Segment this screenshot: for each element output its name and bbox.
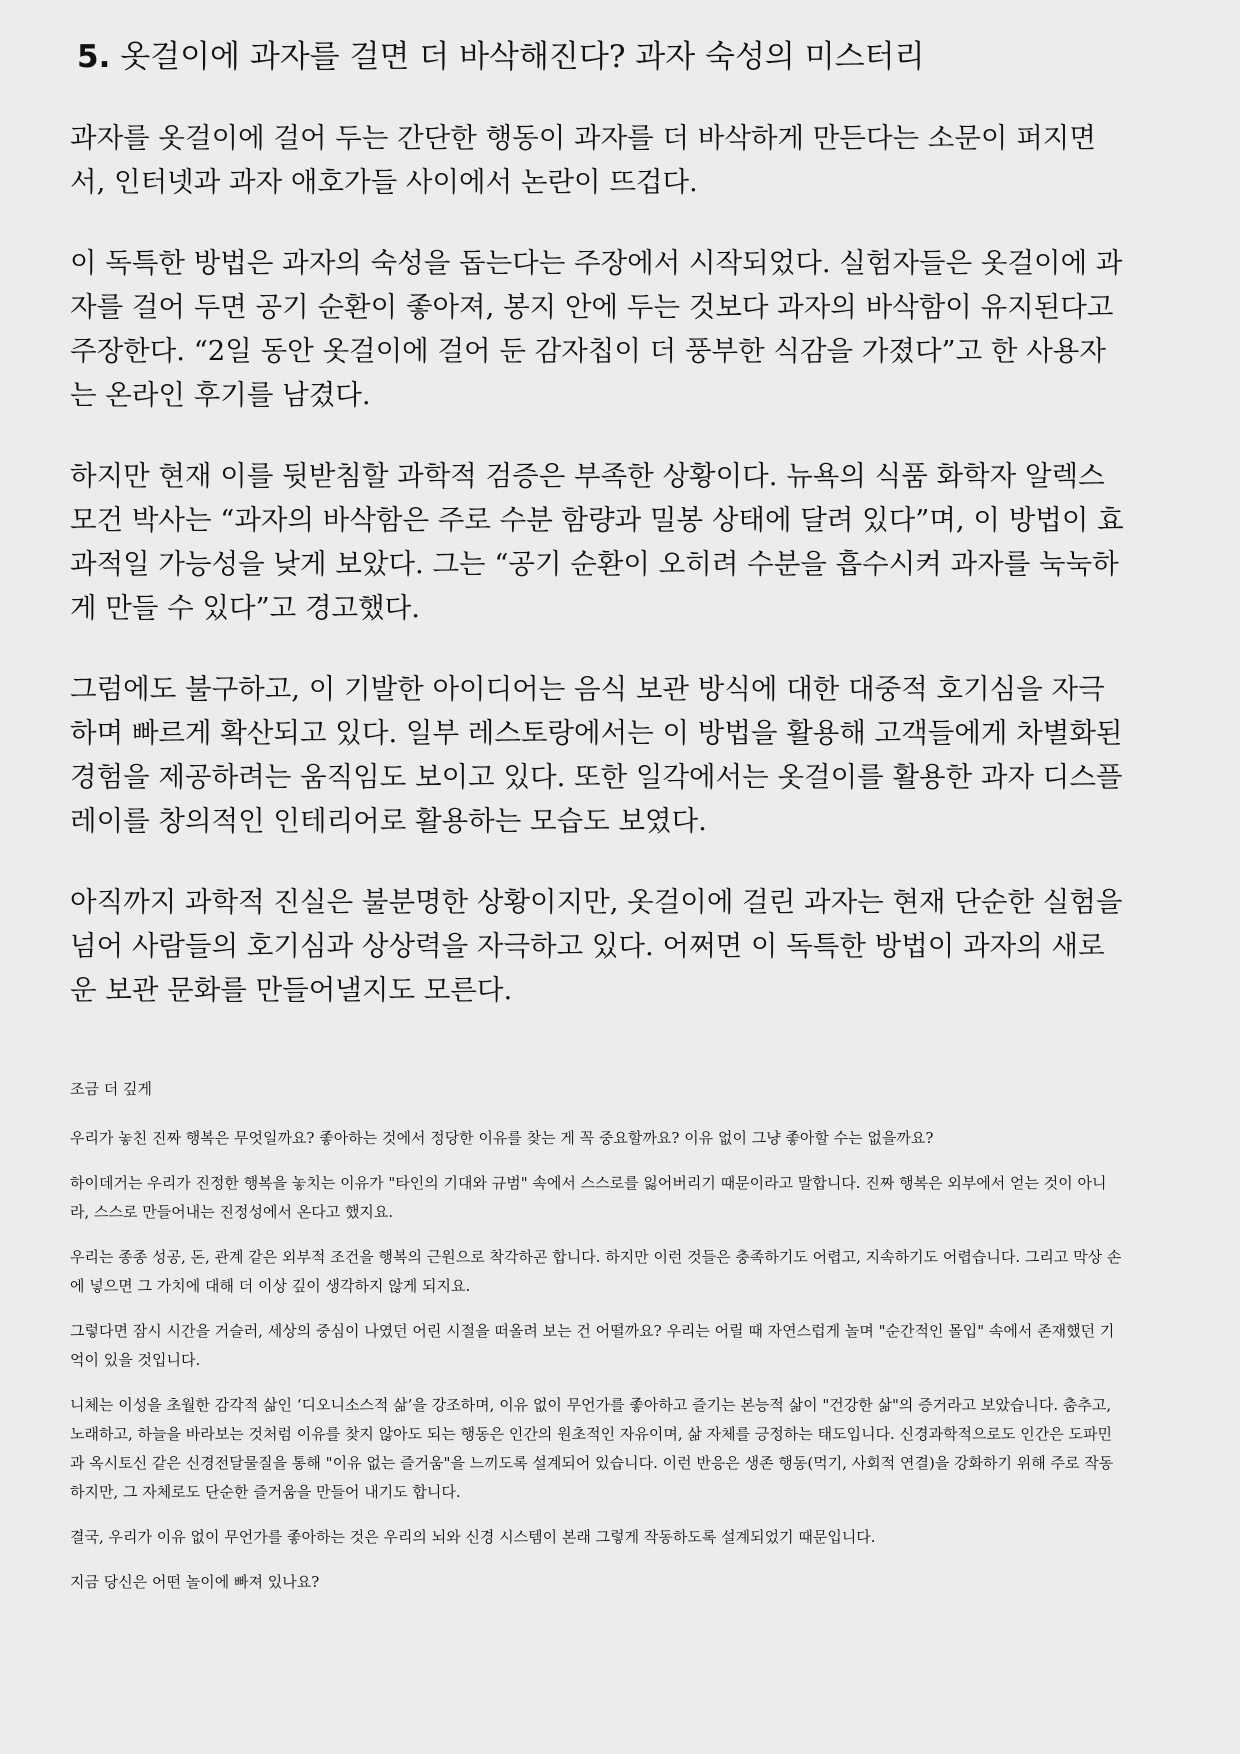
deeper-section <box>70 1124 1124 1597</box>
article-title-text: 옷걸이에 과자를 걸면 더 바삭해진다? 과자 숙성의 미스터리 <box>120 39 925 75</box>
deeper-paragraph: 니체는 이성을 초월한 감각적 삶인 ‘디오니소스적 삶’을 강조하며, 이유 없이 무언가를 좋아하고 즐기는 본능적 삶이 "건강한 삶"의 증거라고 보았습니다. 춤추고, 노래하고, 하늘을 바라보는 것처럼 이유를 찾지 않아도 되는 행동은 인간의 원초적인 자유이며, 삶 자체를 긍정하는 태도입니다. 신경과학적으로도 인간은 도파민과 옥시토신 같은 신경전달물질을 통해 "이유 없는 즐거움"을 느끼도록 설계되어 있습니다. 이런 반응은 생존 행동(먹기, 사회적 연결)을 강화하기 위해 주로 작동하지만, 그 자체로도 단순한 즐거움을 만들어 내기도 합니다. <box>70 1396 1114 1501</box>
deeper-paragraph: 그렇다면 잠시 시간을 거슬러, 세상의 중심이 나였던 어린 시절을 떠올려 보는 건 어떨까요? 우리는 어릴 때 자연스럽게 놀며 "순간적인 몰입" 속에서 존재했던 기억이 있을 것입니다. <box>70 1322 1115 1369</box>
deeper-paragraph: 지금 당신은 어떤 놀이에 빠져 있나요? <box>70 1573 320 1591</box>
deeper-paragraph: 하이데거는 우리가 진정한 행복을 놓치는 이유가 "타인의 기대와 규범" 속에서 스스로를 잃어버리기 때문이라고 말합니다. 진짜 행복은 외부에서 얻는 것이 아니라, 스스로 만들어내는 진정성에서 온다고 했지요. <box>70 1174 1107 1221</box>
deeper-paragraph: 우리가 놓친 진짜 행복은 무엇일까요? 좋아하는 것에서 정당한 이유를 찾는 게 꼭 중요할까요? 이유 없이 그냥 좋아할 수는 없을까요? <box>70 1129 934 1147</box>
article-paragraph: 그럼에도 불구하고, 이 기발한 아이디어는 음식 보관 방식에 대한 대중적 호기심을 자극하며 빠르게 확산되고 있다. 일부 레스토랑에서는 이 방법을 활용해 고객들에게 차별화된 경험을 제공하려는 움직임도 보이고 있다. 또한 일각에서는 옷걸이를 활용한 과자 디스플레이를 창의적인 인테리어로 활용하는 모습도 보였다. <box>70 673 1123 837</box>
article-paragraph: 이 독특한 방법은 과자의 숙성을 돕는다는 주장에서 시작되었다. 실험자들은 옷걸이에 과자를 걸어 두면 공기 순환이 좋아져, 봉지 안에 두는 것보다 과자의 바삭함이 유지된다고 주장한다. “2일 동안 옷걸이에 걸어 둔 감자칩이 더 풍부한 식감을 가졌다”고 한 사용자는 온라인 후기를 남겼다. <box>70 247 1123 411</box>
section-label-deeper: 조금 더 깊게 <box>70 1080 152 1098</box>
article-paragraph: 아직까지 과학적 진실은 불분명한 상황이지만, 옷걸이에 걸린 과자는 현재 단순한 실험을 넘어 사람들의 호기심과 상상력을 자극하고 있다. 어쩌면 이 독특한 방법이 과자의 새로운 보관 문화를 만들어낼지도 모른다. <box>70 886 1123 1006</box>
article-body <box>70 116 1124 1012</box>
article-number: 5. <box>77 39 111 75</box>
deeper-paragraph: 우리는 종종 성공, 돈, 관계 같은 외부적 조건을 행복의 근원으로 착각하곤 합니다. 하지만 이런 것들은 충족하기도 어렵고, 지속하기도 어렵습니다. 그리고 막상 손에 넣으면 그 가치에 대해 더 이상 깊이 생각하지 않게 되지요. <box>70 1248 1122 1295</box>
article-paragraph: 하지만 현재 이를 뒷받침할 과학적 검증은 부족한 상황이다. 뉴욕의 식품 화학자 알렉스 모건 박사는 “과자의 바삭함은 주로 수분 함량과 밀봉 상태에 달려 있다”며, 이 방법이 효과적일 가능성을 낮게 보았다. 그는 “공기 순환이 오히려 수분을 흡수시켜 과자를 눅눅하게 만들 수 있다”고 경고했다. <box>70 460 1124 624</box>
article-title <box>77 34 1124 80</box>
deeper-paragraph: 결국, 우리가 이유 없이 무언가를 좋아하는 것은 우리의 뇌와 신경 시스템이 본래 그렇게 작동하도록 설계되었기 때문입니다. <box>70 1528 876 1546</box>
article-paragraph: 과자를 옷걸이에 걸어 두는 간단한 행동이 과자를 더 바삭하게 만든다는 소문이 퍼지면서, 인터넷과 과자 애호가들 사이에서 논란이 뜨겁다. <box>70 122 1096 198</box>
